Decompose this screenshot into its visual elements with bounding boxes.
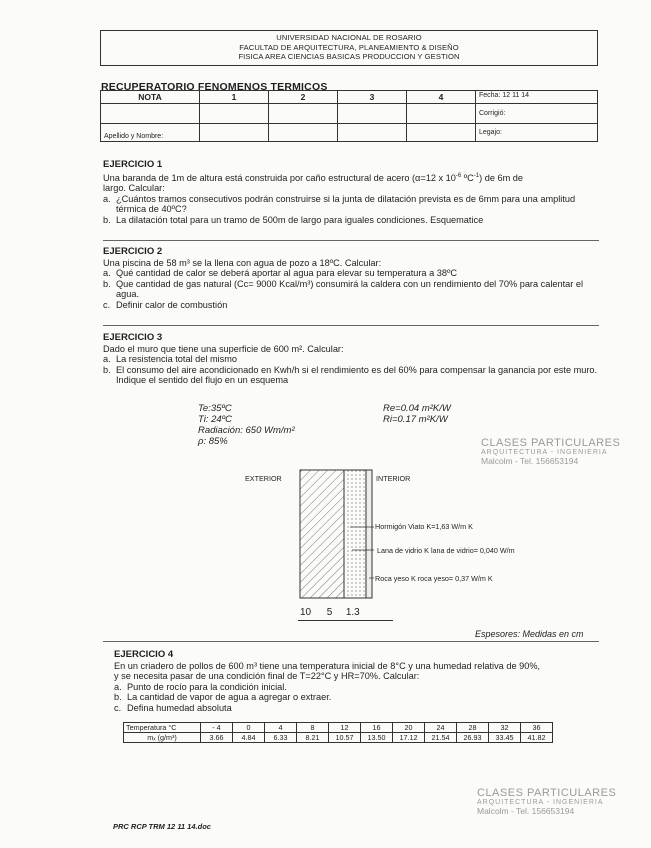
watermark-line-1: CLASES PARTICULARES [481, 437, 621, 449]
grade-col-3: 3 [338, 91, 407, 104]
table-cell: 13.50 [361, 733, 393, 743]
rho-value: ρ: 85% [198, 436, 228, 447]
thickness-2: 5 [326, 607, 333, 618]
fecha-field: Fecha: 12 11 14 [476, 91, 598, 104]
dimension-line [298, 620, 393, 621]
exercise-3-item-a: a. La resistencia total del mismo [103, 354, 238, 365]
grade-col-2: 2 [269, 91, 338, 104]
exercise-1-intro: Una baranda de 1m de altura está construida por caño estructural de acero (α=12 x $10^{-6}$ ºC$^{-1}$) de 6m de [103, 172, 524, 183]
table-cell: 28 [457, 723, 489, 733]
watermark-top [481, 437, 620, 466]
exercise-3 [103, 333, 599, 386]
exercise-4-intro-1: En un criadero de pollos de 600 m³ tiene una temperatura inicial de 8°C y una humedad relativa de 90%, [114, 660, 541, 671]
table-cell: 8.21 [297, 733, 329, 743]
exercise-4-item-b: b. La cantidad de vapor de agua a agregar o extraer. [114, 692, 332, 703]
temperature-row-label: Temperatura °C [124, 723, 201, 733]
exercise-2-intro: Una piscina de 58 m³ se la llena con agua de pozo a 18ºC. Calcular: [103, 257, 382, 268]
apellido-field: Apellido y Nombre: [101, 124, 200, 142]
table-cell: 10.57 [329, 733, 361, 743]
ri-value: Ri=0.17 m²K/W [383, 414, 448, 425]
glass-wool-layer [344, 470, 366, 598]
radiation-value: Radiación: 650 Wm/m² [198, 425, 295, 436]
footer-filename: PRC RCP TRM 12 11 14.doc [113, 822, 211, 831]
table-cell: 17.12 [393, 733, 425, 743]
table-cell: 32 [489, 723, 521, 733]
watermark-line-3: Malcolm - Tel. 156653194 [477, 806, 575, 816]
exercise-3-item-b: b. El consumo del aire acondicionado en Kwh/h si el rendimiento es del 60% para compensar la ganancia por este muro. Indique el sentido del flujo en un esquema [103, 364, 598, 386]
exercise-1-intro-2: largo. Calcular: [103, 183, 165, 194]
table-cell: 33.45 [489, 733, 521, 743]
watermark-line-2: ARQUITECTURA - INGENIERIA [481, 449, 608, 456]
header-line-2: FACULTAD DE ARQUITECTURA, PLANEAMIENTO & DISEÑO [239, 42, 459, 52]
exercise-3-intro: Dado el muro que tiene una superficie de 600 m². Calcular: [103, 343, 344, 354]
table-cell: 12 [329, 723, 361, 733]
exercise-2-item-a: a. Qué cantidad de calor se deberá aportar al agua para elevar su temperatura a 38ºC [103, 268, 457, 279]
thickness-note: Espesores: Medidas en cm [475, 629, 584, 639]
exercise-4 [114, 650, 604, 714]
exercise-1 [103, 160, 599, 226]
exercise-1-heading: EJERCICIO 1 [103, 159, 163, 170]
te-value: Te:35ºC [198, 403, 232, 414]
exercise-2-heading: EJERCICIO 2 [103, 246, 163, 257]
layer-1-label: Hormigón Viato K=1,63 W/m K [375, 522, 473, 531]
grade-col-1: 1 [200, 91, 269, 104]
exercise-2-item-b: b. Que cantidad de gas natural (Cc= 9000 Kcal/m³) consumirá la caldera con un rendimiento del 70% para calentar el agua. [103, 278, 584, 300]
wall-section-diagram [290, 465, 400, 610]
divider [103, 641, 599, 642]
ti-value: Ti: 24ºC [198, 414, 233, 425]
grade-col-4: 4 [407, 91, 476, 104]
table-cell: 0 [233, 723, 265, 733]
university-header [100, 30, 598, 66]
table-cell: 36 [521, 723, 553, 733]
table-cell: 26.93 [457, 733, 489, 743]
table-cell: 8 [297, 723, 329, 733]
watermark-line-2: ARQUITECTURA - INGENIERIA [477, 799, 604, 806]
exercise-4-item-a: a. Punto de rocío para la condición inicial. [114, 681, 287, 692]
exterior-label: EXTERIOR [245, 474, 282, 483]
exercise-2 [103, 247, 599, 311]
watermark-bottom [477, 787, 616, 816]
legajo-field: Legajo: [476, 124, 598, 142]
table-cell: 20 [393, 723, 425, 733]
exercise-1-item-a: a. ¿Cuántos tramos consecutivos podrán construirse si la junta de dilatación prevista es de 6mm para una amplitud térmica de 40ºC? [103, 193, 576, 215]
divider [103, 240, 599, 241]
exercise-4-intro-2: y se necesita pasar de una condición final de T=22°C y HR=70%. Calcular: [114, 671, 420, 682]
exercise-4-item-c: c. Defina humedad absoluta [114, 702, 232, 713]
grading-table [100, 90, 598, 142]
re-value: Re=0.04 m²K/W [383, 403, 451, 414]
exercise-4-heading: EJERCICIO 4 [114, 649, 174, 660]
mass-row-label: mₓ (g/m³) [124, 733, 201, 743]
table-cell: 4 [265, 723, 297, 733]
header-line-1: UNIVERSIDAD NACIONAL DE ROSARIO [276, 33, 422, 42]
layer-3-label: Roca yeso K roca yeso= 0,37 W/m K [375, 574, 493, 583]
vapor-table [123, 722, 553, 743]
exercise-2-item-c: c. Definir calor de combustión [103, 299, 228, 310]
table-cell: 16 [361, 723, 393, 733]
nota-label: NOTA [101, 91, 200, 104]
table-cell: 41.82 [521, 733, 553, 743]
gypsum-layer [366, 470, 372, 598]
interior-label: INTERIOR [376, 474, 411, 483]
thickness-dimensions [300, 607, 360, 618]
table-cell: 3.66 [201, 733, 233, 743]
table-row [124, 733, 553, 743]
conditions-left [198, 403, 295, 447]
header-line-3: FISICA AREA CIENCIAS BASICAS PRODUCCION Y GESTION [238, 52, 460, 62]
table-cell: - 4 [201, 723, 233, 733]
table-row [124, 723, 553, 733]
table-cell: 24 [425, 723, 457, 733]
watermark-line-1: CLASES PARTICULARES [477, 787, 617, 799]
conditions-right [383, 403, 451, 425]
table-cell: 21.54 [425, 733, 457, 743]
divider [103, 325, 599, 326]
watermark-line-3: Malcolm - Tel. 156653194 [481, 456, 579, 466]
table-cell: 4.84 [233, 733, 265, 743]
corrigio-field: Corrigió: [476, 104, 598, 124]
exam-title: RECUPERATORIO FENOMENOS TERMICOS [101, 81, 328, 93]
thickness-3: 1.3 [345, 607, 360, 618]
concrete-layer [300, 470, 344, 598]
thickness-1: 10 [300, 607, 312, 618]
exercise-1-item-b: b. La dilatación total para un tramo de 500m de largo para iguales condiciones. Esquematice [103, 215, 484, 226]
exercise-3-heading: EJERCICIO 3 [103, 332, 163, 343]
layer-2-label: Lana de vidrio K lana de vidrio= 0,040 W/m [377, 546, 515, 555]
table-cell: 6.33 [265, 733, 297, 743]
